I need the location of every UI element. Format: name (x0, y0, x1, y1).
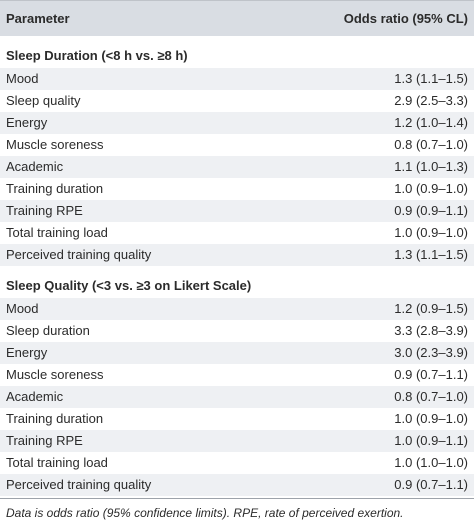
table-row (0, 474, 474, 496)
section-title: Sleep Duration (<8 h vs. ≥8 h) (6, 48, 188, 63)
table-row (0, 342, 474, 364)
odds-ratio-cell: 0.9 (0.9–1.1) (394, 203, 468, 218)
odds-ratio-cell: 1.2 (1.0–1.4) (394, 115, 468, 130)
parameter-cell: Perceived training quality (6, 477, 152, 492)
table-bottom-rule (0, 498, 474, 499)
odds-ratio-cell: 0.8 (0.7–1.0) (394, 389, 468, 404)
odds-ratio-cell: 1.3 (1.1–1.5) (394, 71, 468, 86)
parameter-cell: Muscle soreness (6, 137, 104, 152)
table-row (0, 134, 474, 156)
table-body (0, 44, 474, 496)
table-header-row (0, 0, 474, 36)
header-odds-ratio: Odds ratio (95% CL) (343, 11, 468, 26)
odds-ratio-cell: 1.0 (0.9–1.0) (394, 225, 468, 240)
parameter-cell: Academic (6, 159, 64, 174)
table-row (0, 112, 474, 134)
odds-ratio-cell: 2.9 (2.5–3.3) (394, 93, 468, 108)
header-parameter: Parameter (6, 11, 70, 26)
parameter-cell: Total training load (6, 455, 108, 470)
parameter-cell: Training duration (6, 411, 104, 426)
odds-ratio-cell: 1.0 (0.9–1.0) (394, 181, 468, 196)
table-row (0, 244, 474, 266)
section-heading-row (0, 274, 474, 298)
parameter-cell: Total training load (6, 225, 108, 240)
parameter-cell: Training RPE (6, 203, 83, 218)
table-row (0, 90, 474, 112)
table-row (0, 178, 474, 200)
table-row (0, 386, 474, 408)
odds-ratio-cell: 1.3 (1.1–1.5) (394, 247, 468, 262)
table-row (0, 156, 474, 178)
table-footnote: Data is odds ratio (95% confidence limits). RPE, rate of perceived exertion. (6, 506, 404, 520)
section-heading-row (0, 44, 474, 68)
table-row (0, 298, 474, 320)
table-row (0, 68, 474, 90)
table-row (0, 222, 474, 244)
section-title: Sleep Quality (<3 vs. ≥3 on Likert Scale) (6, 278, 252, 293)
odds-ratio-cell: 0.9 (0.7–1.1) (394, 477, 468, 492)
odds-ratio-cell: 0.8 (0.7–1.0) (394, 137, 468, 152)
odds-ratio-cell: 0.9 (0.7–1.1) (394, 367, 468, 382)
odds-ratio-cell: 1.0 (1.0–1.0) (394, 455, 468, 470)
odds-ratio-cell: 1.1 (1.0–1.3) (394, 159, 468, 174)
parameter-cell: Academic (6, 389, 64, 404)
table-row (0, 408, 474, 430)
parameter-cell: Energy (6, 115, 48, 130)
odds-ratio-cell: 1.2 (0.9–1.5) (394, 301, 468, 316)
parameter-cell: Energy (6, 345, 48, 360)
parameter-cell: Perceived training quality (6, 247, 152, 262)
table-row (0, 364, 474, 386)
parameter-cell: Sleep quality (6, 93, 81, 108)
table-row (0, 452, 474, 474)
odds-ratio-cell: 3.0 (2.3–3.9) (394, 345, 468, 360)
odds-ratio-cell: 1.0 (0.9–1.1) (394, 433, 468, 448)
odds-ratio-cell: 3.3 (2.8–3.9) (394, 323, 468, 338)
parameter-cell: Mood (6, 301, 39, 316)
table-row (0, 200, 474, 222)
parameter-cell: Mood (6, 71, 39, 86)
parameter-cell: Sleep duration (6, 323, 90, 338)
odds-ratio-cell: 1.0 (0.9–1.0) (394, 411, 468, 426)
table-row (0, 430, 474, 452)
table-row (0, 320, 474, 342)
parameter-cell: Muscle soreness (6, 367, 104, 382)
parameter-cell: Training RPE (6, 433, 83, 448)
parameter-cell: Training duration (6, 181, 104, 196)
